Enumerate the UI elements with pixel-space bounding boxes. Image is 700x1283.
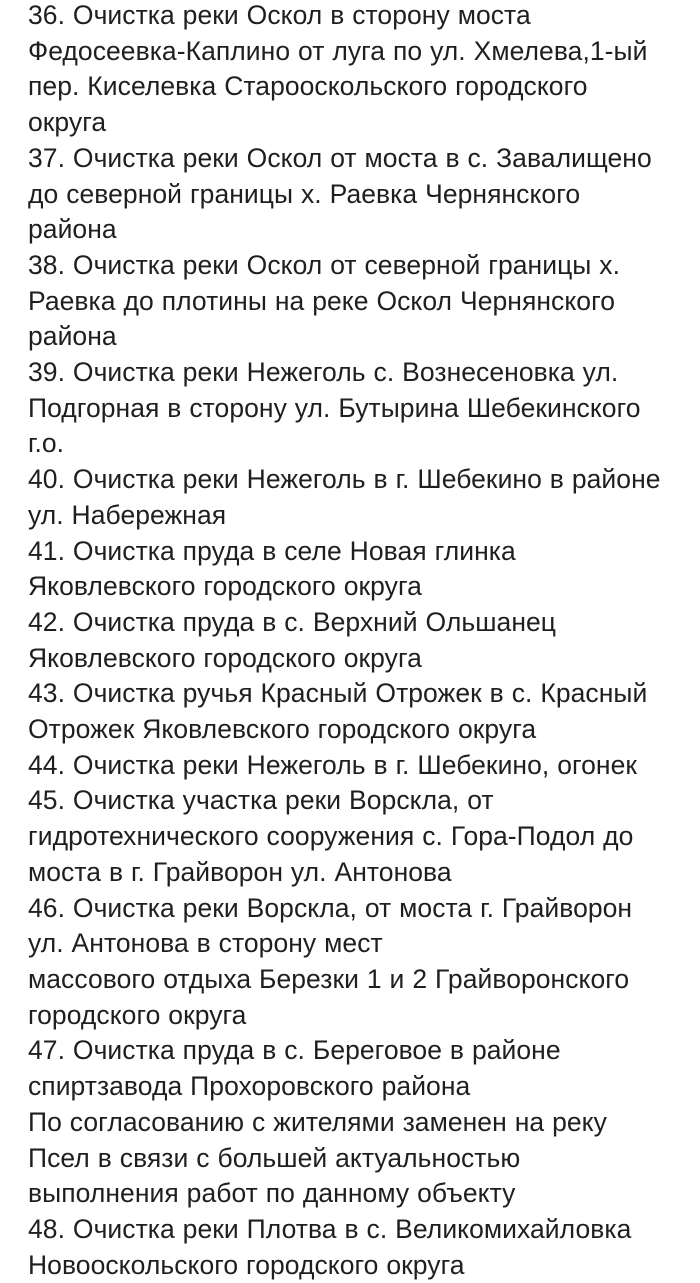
item-40-line-2: ул. Набережная — [28, 499, 227, 530]
item-38-line-2: Раевка до плотины на реке Оскол Чернянского — [28, 285, 615, 316]
item-47-note-line-1: По согласованию с жителями заменен на реку — [28, 1106, 607, 1137]
item-38-line-3: района — [28, 321, 117, 352]
item-46-line-1: 46. Очистка реки Ворскла, от моста г. Грайворон — [28, 892, 633, 923]
item-45-line-2: гидротехнического сооружения с. Гора-Подол до — [28, 821, 634, 852]
item-36-line-3: пер. Киселевка Старооскольского городского — [28, 71, 588, 102]
item-44-line-1: 44. Очистка реки Нежеголь в г. Шебекино, огонек — [28, 749, 638, 780]
item-47-line-1: 47. Очистка пруда в с. Береговое в районе — [28, 1035, 561, 1066]
document-text — [28, 0, 692, 1283]
item-46-line-3: массового отдыха Березки 1 и 2 Грайворонского — [28, 963, 630, 994]
item-46-line-2: ул. Антонова в сторону мест — [28, 928, 383, 959]
item-41-line-1: 41. Очистка пруда в селе Новая глинка — [28, 535, 516, 566]
item-47-line-2: спиртзавода Прохоровского района — [28, 1071, 471, 1102]
item-43-line-2: Отрожек Яковлевского городского округа — [28, 714, 537, 745]
item-36-line-1: 36. Очистка реки Оскол в сторону моста — [28, 0, 531, 30]
item-37-line-3: района — [28, 214, 117, 245]
item-39-line-1: 39. Очистка реки Нежеголь с. Вознесеновка ул. — [28, 357, 619, 388]
item-41-line-2: Яковлевского городского округа — [28, 571, 422, 602]
item-39-line-3: г.о. — [28, 428, 65, 459]
item-36-line-4: округа — [28, 107, 107, 138]
item-36-line-2: Федосеевка-Каплино от луга по ул. Хмелева,1-ый — [28, 35, 648, 66]
item-47-note-line-2: Псел в связи с большей актуальностью — [28, 1142, 521, 1173]
item-37-line-2: до северной границы х. Раевка Чернянского — [28, 178, 581, 209]
item-45-line-3: моста в г. Грайворон ул. Антонова — [28, 856, 452, 887]
item-42-line-1: 42. Очистка пруда в с. Верхний Ольшанец — [28, 606, 557, 637]
item-43-line-1: 43. Очистка ручья Красный Отрожек в с. Красный — [28, 678, 648, 709]
item-45-line-1: 45. Очистка участка реки Ворскла, от — [28, 785, 494, 816]
item-42-line-2: Яковлевского городского округа — [28, 642, 422, 673]
item-46-line-4: городского округа — [28, 999, 247, 1030]
item-48-line-1: 48. Очистка реки Плотва в с. Великомихайловка — [28, 1213, 632, 1244]
item-47-note-line-3: выполнения работ по данному объекту — [28, 1178, 516, 1209]
item-48-line-2: Новооскольского городского округа — [28, 1249, 465, 1280]
item-39-line-2: Подгорная в сторону ул. Бутырина Шебекинского — [28, 392, 641, 423]
item-40-line-1: 40. Очистка реки Нежеголь в г. Шебекино в районе — [28, 464, 661, 495]
item-37-line-1: 37. Очистка реки Оскол от моста в с. Завалищено — [28, 142, 652, 173]
item-38-line-1: 38. Очистка реки Оскол от северной границы х. — [28, 249, 621, 280]
